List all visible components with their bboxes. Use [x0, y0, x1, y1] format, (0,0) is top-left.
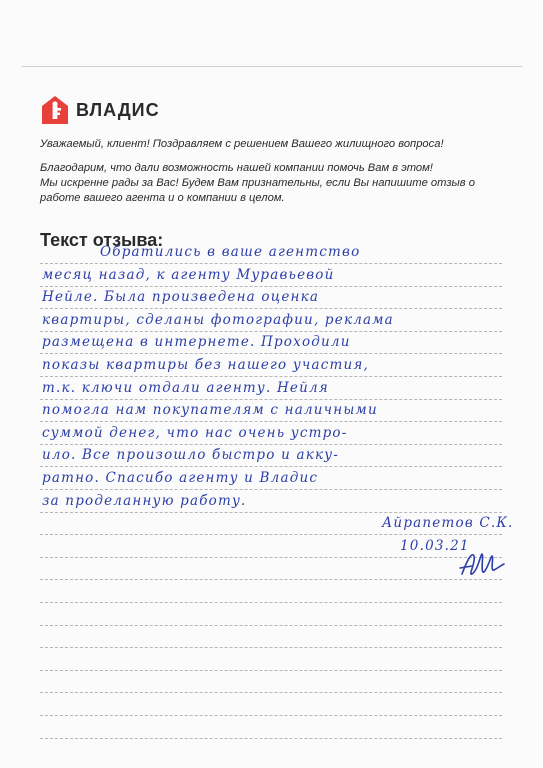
ruled-line	[40, 670, 502, 671]
ruled-line	[40, 512, 502, 513]
handwritten-line: за проделанную работу.	[42, 493, 247, 509]
intro-text	[40, 137, 510, 215]
handwritten-line: размещена в интернете. Проходили	[42, 334, 351, 350]
ruled-line	[40, 692, 502, 693]
greeting-line: Уважаемый, клиент! Поздравляем с решением Вашего жилищного вопроса!	[40, 138, 444, 150]
ruled-line	[40, 331, 502, 332]
handwritten-line: суммой денег, что нас очень устро-	[42, 425, 348, 441]
request-line: Мы искренне рады за Вас! Будем Вам признательны, если Вы напишите отзыв о работе вашего агента и о компании в целом.	[40, 177, 475, 204]
handwritten-line: ило. Все произошло быстро и акку-	[42, 447, 340, 463]
ruled-line	[40, 421, 502, 422]
signature	[458, 548, 506, 580]
handwritten-line: показы квартиры без нашего участия,	[42, 357, 370, 373]
top-divider	[22, 66, 522, 67]
house-key-icon	[40, 94, 70, 126]
ruled-line	[40, 647, 502, 648]
author-name: Айрапетов С.К.	[382, 515, 514, 531]
ruled-line	[40, 557, 502, 558]
handwritten-line: месяц назад, к агенту Муравьевой	[42, 267, 335, 283]
handwritten-line: помогла нам покупателям с наличными	[42, 402, 378, 418]
ruled-line	[40, 738, 502, 739]
ruled-line	[40, 444, 502, 445]
ruled-line	[40, 579, 502, 580]
ruled-line	[40, 286, 502, 287]
review-title: Текст отзыва:	[40, 230, 164, 250]
ruled-line	[40, 263, 502, 264]
ruled-line	[40, 353, 502, 354]
ruled-line	[40, 625, 502, 626]
handwritten-line: т.к. ключи отдали агенту. Нейля	[42, 380, 329, 396]
ruled-line	[40, 308, 502, 309]
review-date: 10.03.21	[400, 538, 470, 554]
company-logo	[40, 94, 160, 126]
ruled-line	[40, 534, 502, 535]
ruled-line	[40, 489, 502, 490]
handwritten-line: квартиры, сделаны фотографии, реклама	[42, 312, 394, 328]
ruled-line	[40, 715, 502, 716]
handwritten-line: Обратились в ваше агентство	[100, 244, 361, 260]
handwritten-line: ратно. Спасибо агенту и Владис	[42, 470, 319, 486]
ruled-line	[40, 602, 502, 603]
company-name: ВЛАДИС	[76, 99, 160, 120]
handwritten-line: Нейле. Была произведена оценка	[42, 289, 320, 305]
thanks-line: Благодарим, что дали возможность нашей компании помочь Вам в этом!	[40, 162, 433, 174]
ruled-line	[40, 376, 502, 377]
ruled-line	[40, 399, 502, 400]
ruled-line	[40, 466, 502, 467]
